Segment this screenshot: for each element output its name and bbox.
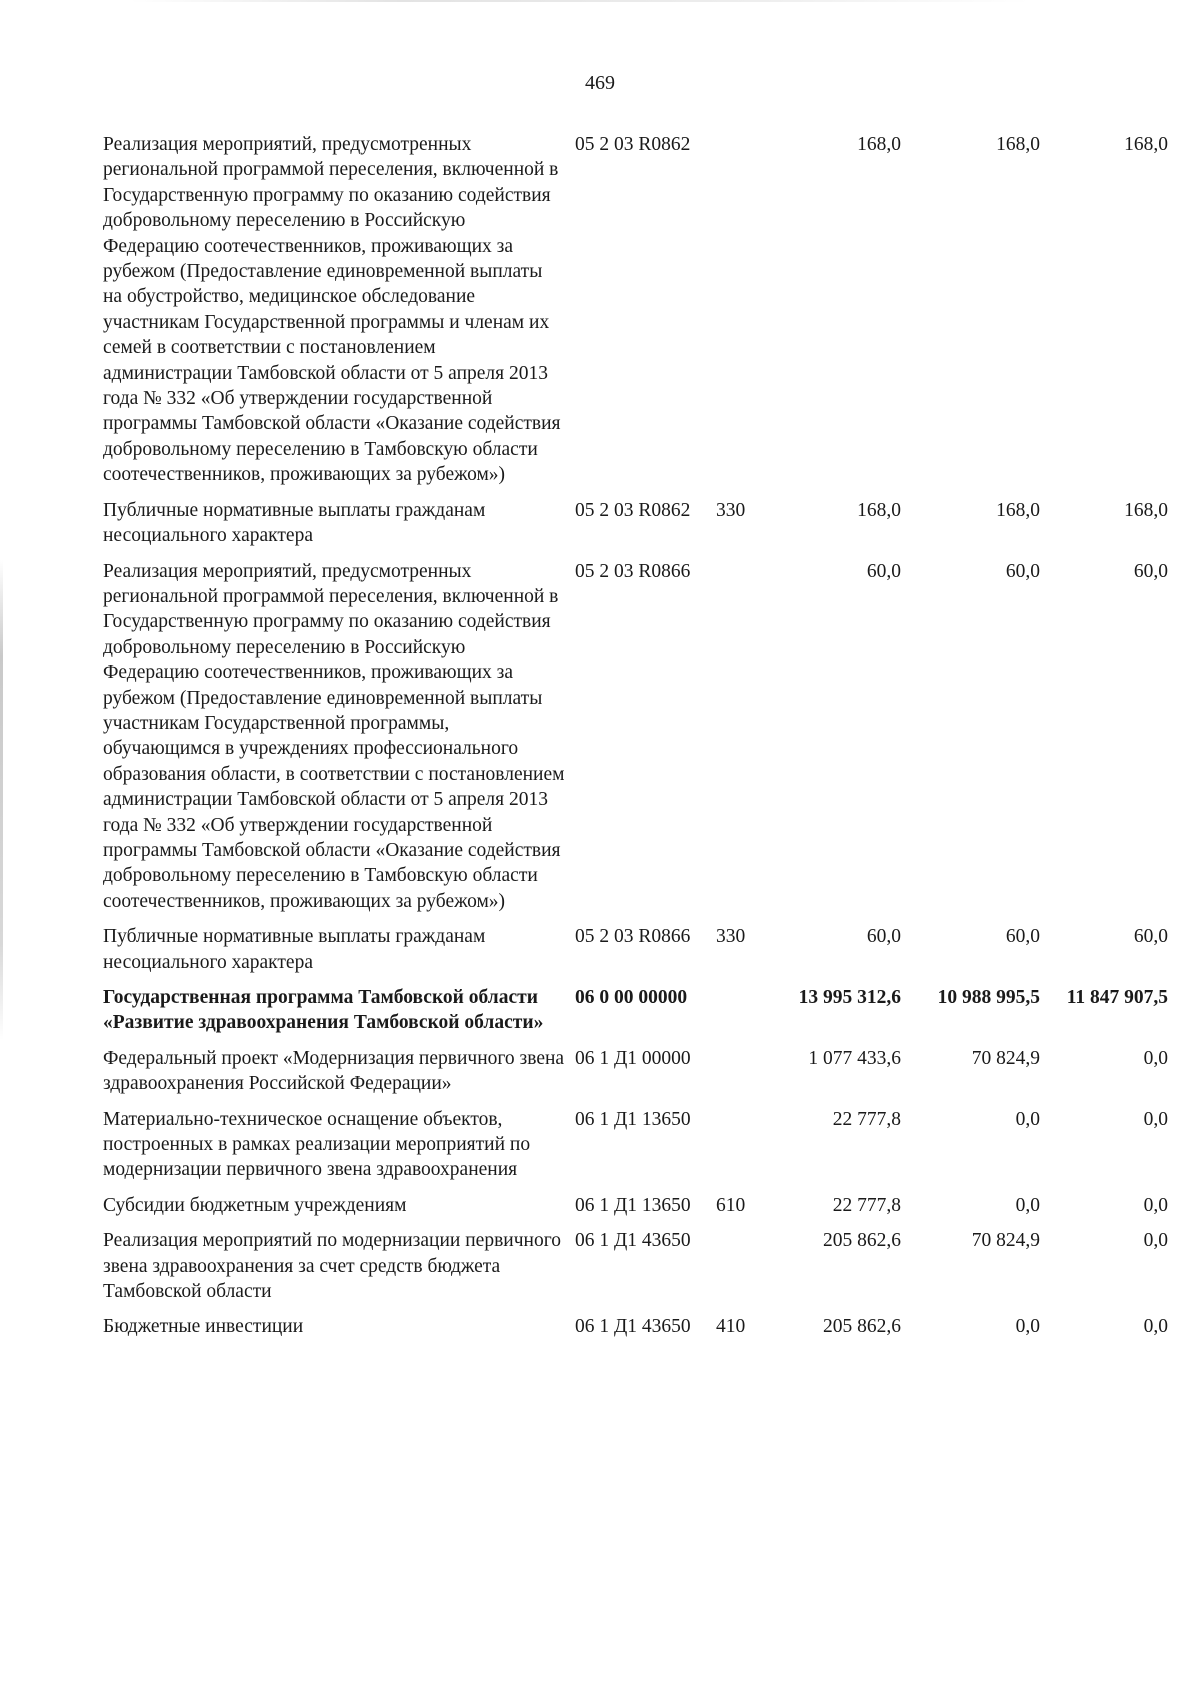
- row-value-year3: 60,0: [1133, 560, 1168, 582]
- row-value-year1: 1 077 433,6: [808, 1047, 901, 1069]
- table-row-program: [103, 985, 1168, 1036]
- row-value-year3: 168,0: [1124, 499, 1168, 521]
- row-value-year3: 0,0: [1143, 1047, 1168, 1069]
- row-description: Субсидии бюджетным учреждениям: [103, 1194, 407, 1216]
- row-target-code: 06 0 00 00000: [575, 987, 688, 1008]
- row-target-code: 05 2 03 R0866: [575, 560, 691, 582]
- row-expense-type: 330: [716, 499, 746, 521]
- row-description: Реализация мероприятий, предусмотренных региональной программой переселения, включенной в Государственную программу по оказанию содействия добровольному переселению в Российскую Федерацию соотечественников, проживающих за рубежом (Предоставление единовременной выплаты на обустройство, медицинское обследование участникам Государственной программы и членам их семей в соответствии с постановлением администрации Тамбовской области от 5 апреля 2013 года № 332 «Об утверждении государственной программы Тамбовской области «Оказание содействия добровольному переселению в Тамбовскую области соотечественников, проживающих за рубежом»): [103, 134, 561, 486]
- row-value-year2: 60,0: [1005, 560, 1040, 582]
- row-description: Бюджетные инвестиции: [103, 1316, 304, 1338]
- row-value-year3: 0,0: [1143, 1230, 1168, 1252]
- row-value-year3: 11 847 907,5: [1066, 987, 1168, 1008]
- row-description: Реализация мероприятий, предусмотренных региональной программой переселения, включенной в Государственную программу по оказанию содействия добровольному переселению в Российскую Федерацию соотечественников, проживающих за рубежом (Предоставление единовременной выплаты участникам Государственной программы, обучающимся в учреждениях профессионального образования области, в соответствии с постановлением администрации Тамбовской области от 5 апреля 2013 года № 332 «Об утверждении государственной программы Тамбовской области «Оказание содействия добровольному переселению в Тамбовскую области соотечественников, проживающих за рубежом»): [103, 560, 565, 912]
- row-value-year1: 205 862,6: [823, 1230, 901, 1252]
- row-target-code: 06 1 Д1 00000: [575, 1047, 691, 1069]
- row-target-code: 06 1 Д1 43650: [575, 1316, 691, 1338]
- table-row: [103, 1314, 1168, 1339]
- row-value-year3: 0,0: [1143, 1194, 1168, 1216]
- row-target-code: 05 2 03 R0866: [575, 926, 691, 948]
- table-row: [103, 132, 1168, 488]
- row-value-year3: 0,0: [1143, 1316, 1168, 1338]
- row-description: Федеральный проект «Модернизация первичного звена здравоохранения Российской Федерации»: [103, 1047, 565, 1095]
- table-row: [103, 924, 1168, 975]
- row-target-code: 05 2 03 R0862: [575, 134, 691, 155]
- row-expense-type: 410: [716, 1316, 746, 1338]
- table-row: [103, 498, 1168, 549]
- scan-left-edge: [0, 560, 3, 1040]
- row-description: Реализация мероприятий по модернизации первичного звена здравоохранения за счет средств бюджета Тамбовской области: [103, 1230, 561, 1303]
- row-value-year1: 22 777,8: [832, 1194, 901, 1216]
- row-value-year2: 0,0: [1015, 1316, 1040, 1338]
- row-description: Публичные нормативные выплаты гражданам несоциального характера: [103, 926, 486, 973]
- row-value-year1: 60,0: [866, 926, 901, 948]
- row-expense-type: 330: [716, 926, 746, 948]
- row-target-code: 06 1 Д1 13650: [575, 1108, 691, 1130]
- row-description: Публичные нормативные выплаты гражданам несоциального характера: [103, 499, 486, 547]
- row-target-code: 05 2 03 R0862: [575, 499, 691, 521]
- table-row: [103, 1046, 1168, 1097]
- row-value-year1: 205 862,6: [823, 1316, 901, 1338]
- row-value-year2: 168,0: [996, 499, 1040, 521]
- scan-top-edge: [130, 0, 1030, 2]
- row-value-year3: 168,0: [1124, 134, 1168, 155]
- row-expense-type: 610: [716, 1194, 746, 1216]
- row-value-year1: 13 995 312,6: [798, 987, 901, 1008]
- row-value-year2: 10 988 995,5: [937, 987, 1040, 1008]
- table-row: [103, 1193, 1168, 1218]
- table-row: [103, 1107, 1168, 1183]
- row-value-year1: 60,0: [866, 560, 901, 582]
- row-value-year2: 60,0: [1005, 926, 1040, 948]
- row-target-code: 06 1 Д1 13650: [575, 1194, 691, 1216]
- page-number: 469: [585, 72, 615, 94]
- budget-table: [103, 132, 1168, 1350]
- row-description: Государственная программа Тамбовской области «Развитие здравоохранения Тамбовской области»: [103, 987, 544, 1034]
- row-value-year2: 0,0: [1015, 1194, 1040, 1216]
- row-value-year3: 0,0: [1143, 1108, 1168, 1130]
- row-value-year1: 168,0: [857, 499, 901, 521]
- row-description: Материально-техническое оснащение объектов, построенных в рамках реализации мероприятий по модернизации первичного звена здравоохранения: [103, 1108, 531, 1181]
- row-value-year1: 168,0: [857, 134, 901, 155]
- row-value-year1: 22 777,8: [832, 1108, 901, 1130]
- row-value-year3: 60,0: [1133, 926, 1168, 948]
- table-row: [103, 1228, 1168, 1304]
- table-row: [103, 559, 1168, 915]
- row-value-year2: 70 824,9: [971, 1230, 1040, 1252]
- row-value-year2: 0,0: [1015, 1108, 1040, 1130]
- row-target-code: 06 1 Д1 43650: [575, 1230, 691, 1252]
- row-value-year2: 70 824,9: [971, 1047, 1040, 1069]
- row-value-year2: 168,0: [996, 134, 1040, 155]
